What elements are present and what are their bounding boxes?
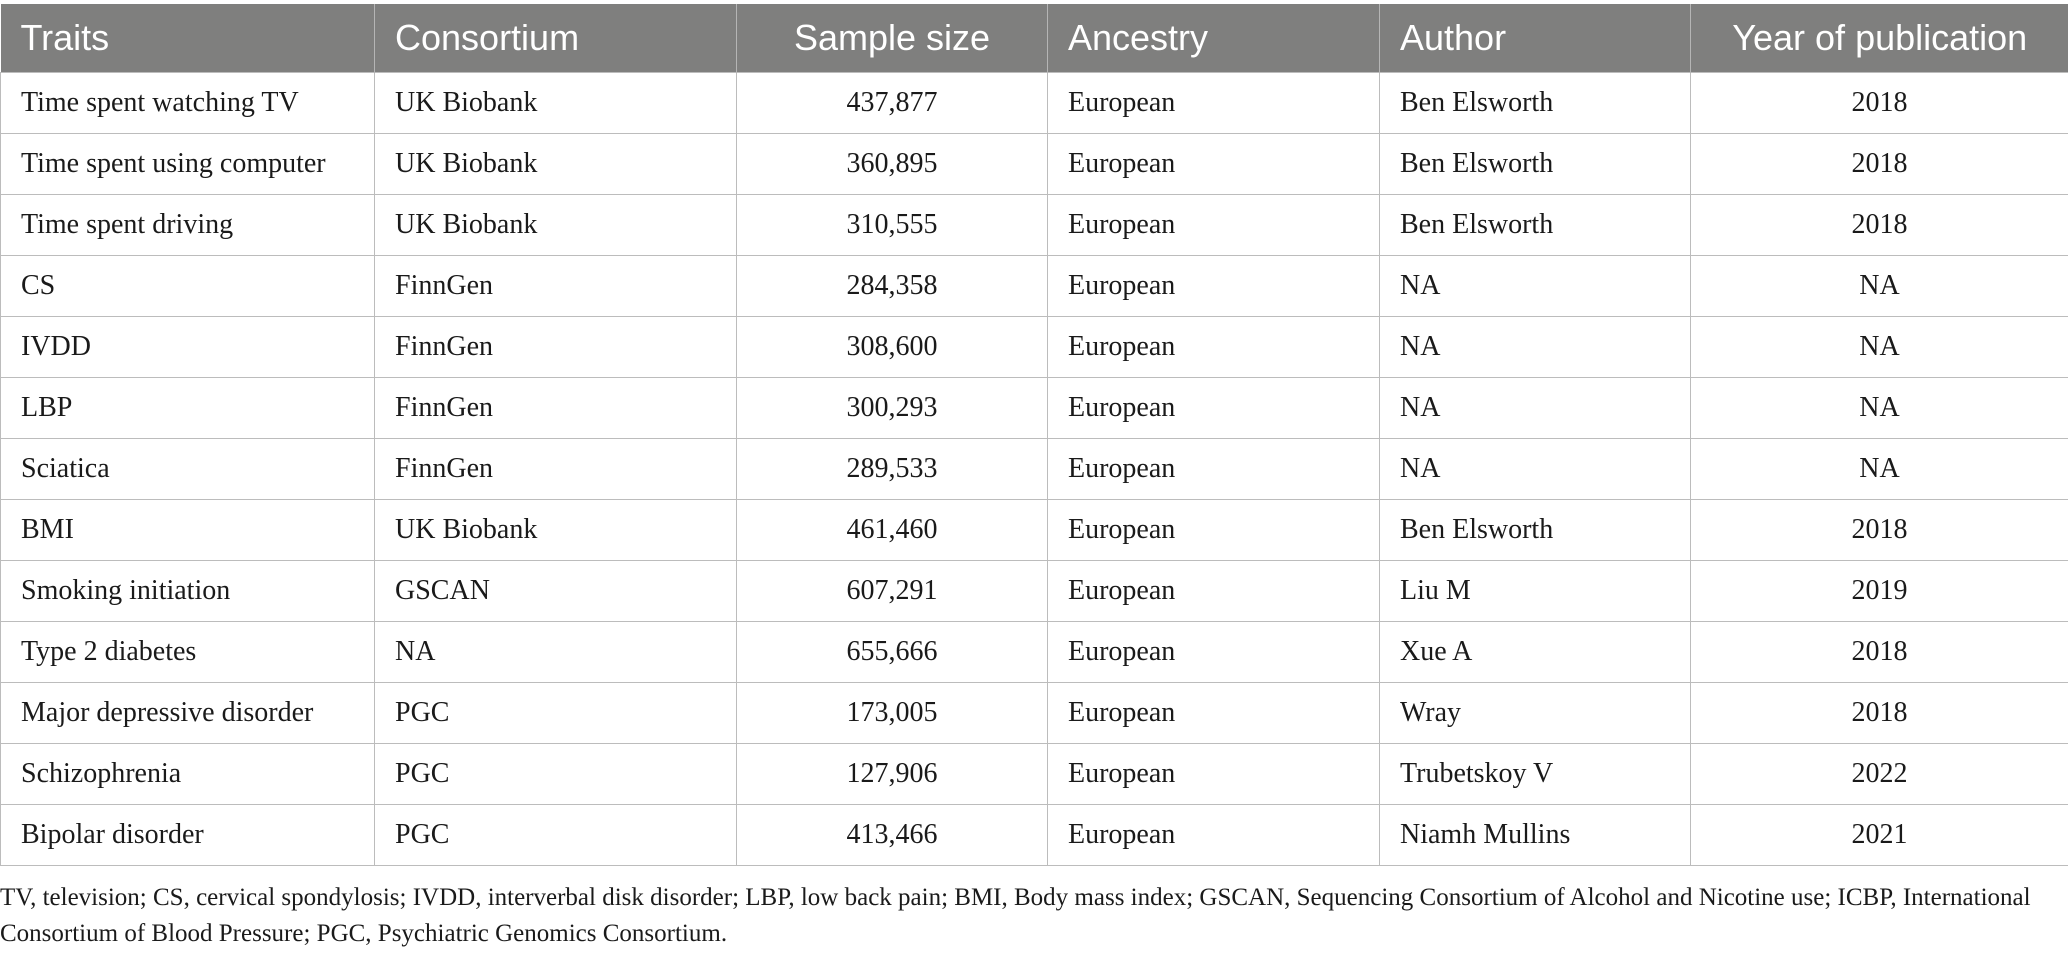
trait-cell: Time spent using computer (1, 134, 375, 195)
consortium-cell: NA (375, 622, 737, 683)
sample-size-cell: 300,293 (737, 378, 1048, 439)
trait-cell: Major depressive disorder (1, 683, 375, 744)
table-row (1, 561, 2068, 622)
header-year-of-publication: Year of publication (1691, 4, 2068, 73)
trait-cell: Smoking initiation (1, 561, 375, 622)
ancestry-cell: European (1048, 744, 1380, 805)
ancestry-cell: European (1048, 683, 1380, 744)
year-cell: 2018 (1691, 500, 2068, 561)
table-row (1, 683, 2068, 744)
trait-cell: Schizophrenia (1, 744, 375, 805)
year-cell: 2018 (1691, 134, 2068, 195)
sample-size-cell: 308,600 (737, 317, 1048, 378)
trait-cell: IVDD (1, 317, 375, 378)
sample-size-cell: 360,895 (737, 134, 1048, 195)
trait-cell: LBP (1, 378, 375, 439)
table-footnote: TV, television; CS, cervical spondylosis; IVDD, interverbal disk disorder; LBP, low back pain; BMI, Body mass index; GSCAN, Sequencing Consortium of Alcohol and Nicotine use; ICBP, International Consortium of Blood Pressure; PGC, Psychiatric Genomics Consortium. (0, 884, 2031, 947)
table-row (1, 317, 2068, 378)
consortium-cell: GSCAN (375, 561, 737, 622)
year-cell: NA (1691, 256, 2068, 317)
consortium-cell: PGC (375, 805, 737, 866)
sample-size-cell: 173,005 (737, 683, 1048, 744)
ancestry-cell: European (1048, 439, 1380, 500)
ancestry-cell: European (1048, 73, 1380, 134)
consortium-cell: FinnGen (375, 256, 737, 317)
sample-size-cell: 284,358 (737, 256, 1048, 317)
header-traits: Traits (1, 4, 375, 73)
trait-cell: CS (1, 256, 375, 317)
trait-cell: Sciatica (1, 439, 375, 500)
year-cell: 2018 (1691, 622, 2068, 683)
sample-size-cell: 413,466 (737, 805, 1048, 866)
year-cell: 2022 (1691, 744, 2068, 805)
consortium-cell: UK Biobank (375, 195, 737, 256)
trait-cell: Time spent driving (1, 195, 375, 256)
table-row (1, 805, 2068, 866)
author-cell: Wray (1380, 683, 1691, 744)
ancestry-cell: European (1048, 622, 1380, 683)
table-row (1, 134, 2068, 195)
ancestry-cell: European (1048, 317, 1380, 378)
author-cell: NA (1380, 378, 1691, 439)
header-ancestry: Ancestry (1048, 4, 1380, 73)
sample-size-cell: 437,877 (737, 73, 1048, 134)
consortium-cell: UK Biobank (375, 134, 737, 195)
author-cell: NA (1380, 317, 1691, 378)
table-row (1, 378, 2068, 439)
table-header (1, 4, 2068, 73)
year-cell: 2021 (1691, 805, 2068, 866)
author-cell: Liu M (1380, 561, 1691, 622)
ancestry-cell: European (1048, 256, 1380, 317)
header-row (1, 4, 2068, 73)
ancestry-cell: European (1048, 561, 1380, 622)
sample-size-cell: 655,666 (737, 622, 1048, 683)
year-cell: NA (1691, 439, 2068, 500)
trait-cell: BMI (1, 500, 375, 561)
sample-size-cell: 310,555 (737, 195, 1048, 256)
ancestry-cell: European (1048, 195, 1380, 256)
consortium-cell: UK Biobank (375, 500, 737, 561)
table-row (1, 744, 2068, 805)
trait-cell: Type 2 diabetes (1, 622, 375, 683)
author-cell: Ben Elsworth (1380, 500, 1691, 561)
ancestry-cell: European (1048, 134, 1380, 195)
header-author: Author (1380, 4, 1691, 73)
year-cell: 2018 (1691, 683, 2068, 744)
author-cell: Ben Elsworth (1380, 195, 1691, 256)
year-cell: 2018 (1691, 73, 2068, 134)
trait-cell: Time spent watching TV (1, 73, 375, 134)
ancestry-cell: European (1048, 500, 1380, 561)
table-row (1, 622, 2068, 683)
table-row (1, 439, 2068, 500)
ancestry-cell: European (1048, 378, 1380, 439)
table-body (1, 73, 2068, 866)
data-table (0, 4, 2068, 866)
table-row (1, 73, 2068, 134)
author-cell: Ben Elsworth (1380, 134, 1691, 195)
author-cell: NA (1380, 256, 1691, 317)
sample-size-cell: 607,291 (737, 561, 1048, 622)
table-row (1, 500, 2068, 561)
consortium-cell: FinnGen (375, 378, 737, 439)
header-sample-size: Sample size (737, 4, 1048, 73)
trait-cell: Bipolar disorder (1, 805, 375, 866)
consortium-cell: PGC (375, 744, 737, 805)
year-cell: NA (1691, 317, 2068, 378)
author-cell: NA (1380, 439, 1691, 500)
author-cell: Trubetskoy V (1380, 744, 1691, 805)
table-row (1, 256, 2068, 317)
consortium-cell: PGC (375, 683, 737, 744)
author-cell: Xue A (1380, 622, 1691, 683)
table-row (1, 195, 2068, 256)
sample-size-cell: 127,906 (737, 744, 1048, 805)
consortium-cell: FinnGen (375, 439, 737, 500)
consortium-cell: FinnGen (375, 317, 737, 378)
consortium-cell: UK Biobank (375, 73, 737, 134)
author-cell: Niamh Mullins (1380, 805, 1691, 866)
year-cell: 2018 (1691, 195, 2068, 256)
author-cell: Ben Elsworth (1380, 73, 1691, 134)
sample-size-cell: 289,533 (737, 439, 1048, 500)
header-consortium: Consortium (375, 4, 737, 73)
ancestry-cell: European (1048, 805, 1380, 866)
sample-size-cell: 461,460 (737, 500, 1048, 561)
year-cell: 2019 (1691, 561, 2068, 622)
year-cell: NA (1691, 378, 2068, 439)
